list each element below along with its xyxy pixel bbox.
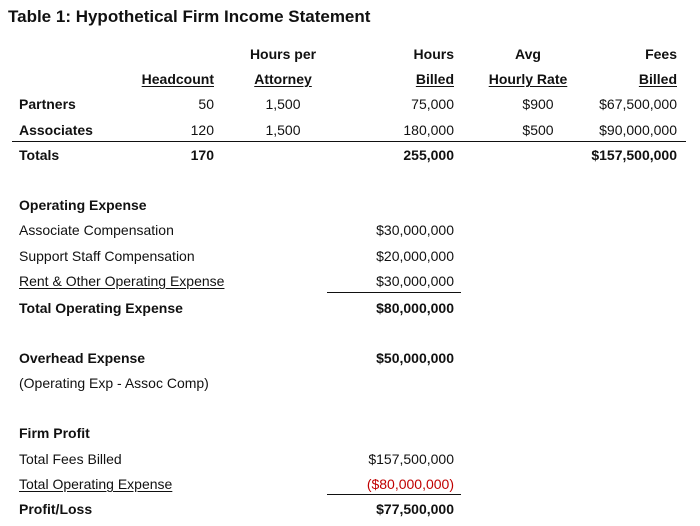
header-headcount: Headcount xyxy=(141,71,214,87)
totals-fees: $157,500,000 xyxy=(591,147,677,163)
totals-headcount: 170 xyxy=(190,147,214,163)
header-hours-billed-top: Hours xyxy=(413,46,454,62)
result-label: Profit/Loss xyxy=(19,501,93,517)
line-item-value: $20,000,000 xyxy=(376,248,454,264)
overhead-note: (Operating Exp - Assoc Comp) xyxy=(19,375,209,391)
page-title: Table 1: Hypothetical Firm Income Statement xyxy=(8,7,371,26)
cell-fees: $67,500,000 xyxy=(599,96,677,112)
header-rate-top: Avg xyxy=(515,46,541,62)
totals-hours: 255,000 xyxy=(403,147,454,163)
total-label: Total Operating Expense xyxy=(19,300,183,316)
section-heading: Firm Profit xyxy=(19,425,90,441)
overhead-value: $50,000,000 xyxy=(376,350,454,366)
line-item-value: $30,000,000 xyxy=(376,273,454,289)
section-heading: Overhead Expense xyxy=(19,350,146,366)
line-item-value: $157,500,000 xyxy=(368,451,454,467)
cell-hours-per: 1,500 xyxy=(265,122,301,138)
section-heading: Operating Expense xyxy=(19,197,147,213)
header-hours-per-top: Hours per xyxy=(249,46,317,62)
line-item-label: Total Fees Billed xyxy=(19,451,122,467)
line-item-value: $30,000,000 xyxy=(376,222,454,238)
subtotal-divider xyxy=(327,292,461,293)
cell-hours-per: 1,500 xyxy=(265,96,301,112)
cell-headcount: 50 xyxy=(198,96,214,112)
header-fees-top: Fees xyxy=(645,46,677,62)
totals-label: Totals xyxy=(19,147,60,163)
line-item-label: Total Operating Expense xyxy=(19,476,173,492)
result-divider xyxy=(327,494,461,495)
cell-headcount: 120 xyxy=(190,122,214,138)
cell-rate: $500 xyxy=(522,122,554,138)
line-item-label: Rent & Other Operating Expense xyxy=(19,273,225,289)
cell-fees: $90,000,000 xyxy=(599,122,677,138)
header-rate-bottom: Hourly Rate xyxy=(488,71,568,87)
result-value: $77,500,000 xyxy=(376,501,454,517)
line-item-label: Associate Compensation xyxy=(19,222,174,238)
line-item-label: Support Staff Compensation xyxy=(19,248,195,264)
row-label: Partners xyxy=(19,96,76,112)
totals-divider xyxy=(12,141,686,142)
cell-hours: 75,000 xyxy=(411,96,454,112)
cell-rate: $900 xyxy=(522,96,554,112)
header-hours-per-bottom: Attorney xyxy=(254,71,312,87)
header-fees-bottom: Billed xyxy=(638,71,677,87)
line-item-value-negative: ($80,000,000) xyxy=(366,476,454,492)
total-value: $80,000,000 xyxy=(376,300,454,316)
header-hours-billed-bottom: Billed xyxy=(415,71,454,87)
row-label: Associates xyxy=(19,122,93,138)
cell-hours: 180,000 xyxy=(403,122,454,138)
